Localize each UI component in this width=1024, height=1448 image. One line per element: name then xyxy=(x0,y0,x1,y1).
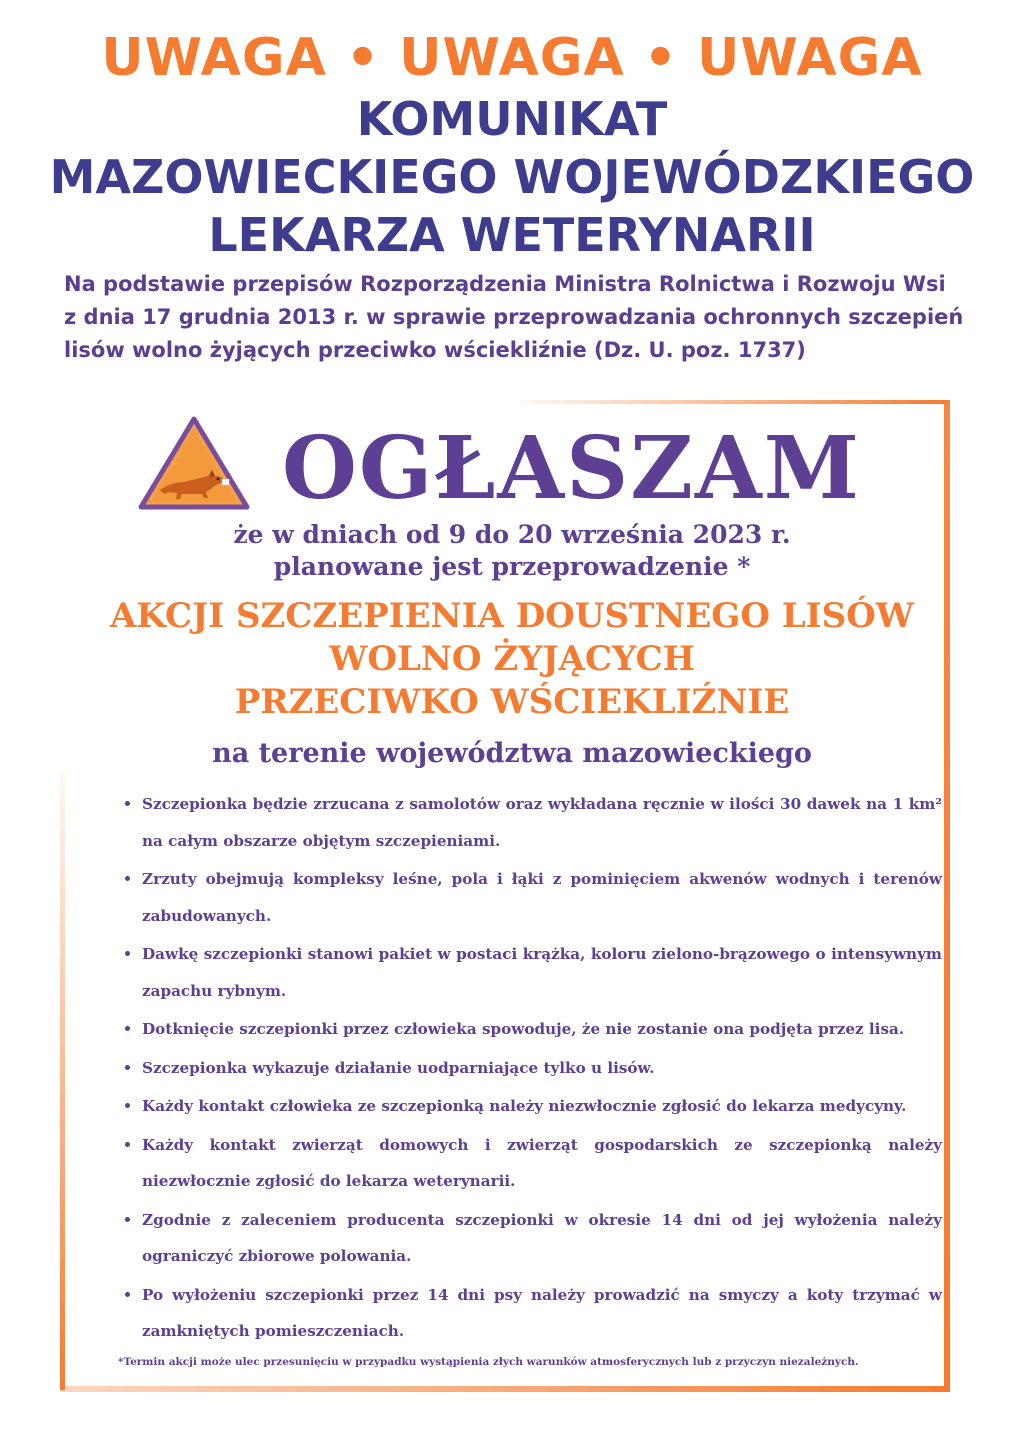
action-line-1: AKCJI SZCZEPIENIA DOUSTNEGO LISÓW xyxy=(110,596,914,636)
oglaszam-heading: OGŁASZAM xyxy=(282,418,861,519)
title-line-3: LEKARZA WETERYNARII xyxy=(208,208,816,262)
info-list xyxy=(112,786,942,1352)
uwaga-banner: UWAGA • UWAGA • UWAGA xyxy=(101,28,923,88)
title-line-1: KOMUNIKAT xyxy=(356,92,668,146)
footnote: *Termin akcji może ulec przesunięciu w przypadku wystąpienia złych warunków atmosferycznych lub z przyczyn niezależnych. xyxy=(118,1356,859,1368)
list-item: • Szczepionka będzie zrzucana z samolotów oraz wykładana ręcznie w ilości 30 dawek na 1 km² na całym obszarze objętym szczepieniami. xyxy=(142,786,942,859)
list-item: • Dawkę szczepionki stanowi pakiet w postaci krążka, koloru zielono-brązowego o intensywnym zapachu rybnym. xyxy=(142,936,942,1009)
planned-line: planowane jest przeprowadzenie * xyxy=(273,552,751,581)
list-item: • Zgodnie z zaleceniem producenta szczepionki w okresie 14 dni od jej wyłożenia należy ograniczyć zbiorowe polowania. xyxy=(142,1202,942,1275)
date-line: że w dniach od 9 do 20 września 2023 r. xyxy=(233,520,791,549)
list-item: • Szczepionka wykazuje działanie uodparniające tylko u lisów. xyxy=(142,1050,942,1087)
list-item: • Dotknięcie szczepionki przez człowieka spowoduje, że nie zostanie ona podjęta przez lisa. xyxy=(142,1011,942,1048)
title-line-2: MAZOWIECKIEGO WOJEWÓDZKIEGO xyxy=(49,150,975,204)
action-line-3: PRZECIWKO WŚCIEKLIŹNIE xyxy=(234,682,790,722)
action-line-2: WOLNO ŻYJĄCYCH xyxy=(329,639,695,679)
list-item: • Po wyłożeniu szczepionki przez 14 dni psy należy prowadzić na smyczy a koty trzymać w zamkniętych pomieszczeniach. xyxy=(142,1277,942,1350)
fox-warning-triangle-icon xyxy=(138,416,250,510)
legal-basis-text: Na podstawie przepisów Rozporządzenia Ministra Rolnictwa i Rozwoju Wsi z dnia 17 grudnia 2013 r. w sprawie przeprowadzania ochronnych szczepień lisów wolno żyjących przeciwko wściekliźnie (Dz. U. poz. 1737) xyxy=(64,272,964,362)
list-item: • Każdy kontakt zwierząt domowych i zwierząt gospodarskich ze szczepionką należy niezwłocznie zgłosić do lekarza weterynarii. xyxy=(142,1127,942,1200)
area-line: na terenie województwa mazowieckiego xyxy=(212,738,812,769)
list-item: • Zrzuty obejmują kompleksy leśne, pola i łąki z pominięciem akwenów wodnych i terenów zabudowanych. xyxy=(142,861,942,934)
list-item: • Każdy kontakt człowieka ze szczepionką należy niezwłocznie zgłosić do lekarza medycyny. xyxy=(142,1088,942,1125)
